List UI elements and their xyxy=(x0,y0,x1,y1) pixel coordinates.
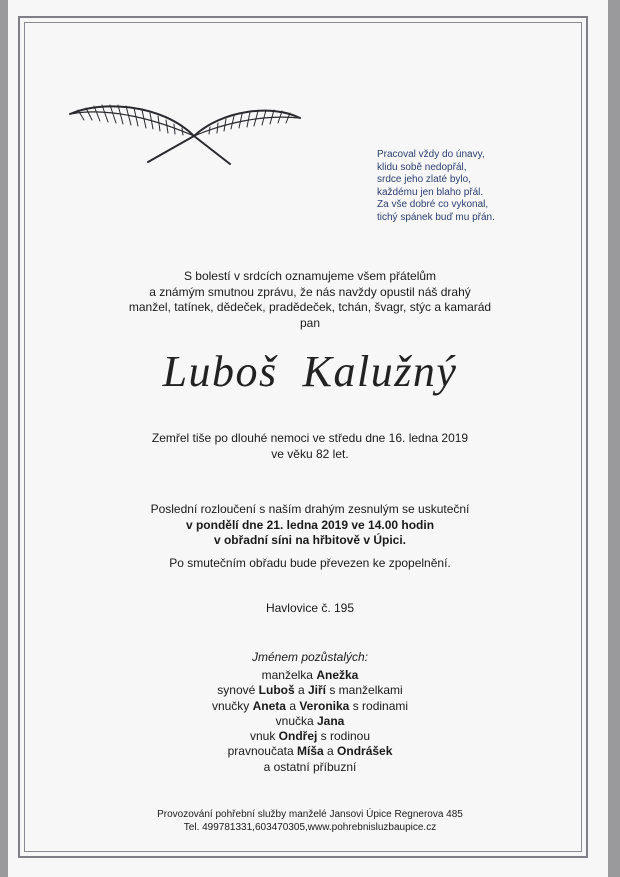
deceased-name: Luboš Kalužný xyxy=(162,347,458,396)
mourner-row: manželka Anežka xyxy=(261,668,359,682)
farewell-place: v obřadní síni na hřbitově v Úpici. xyxy=(213,533,407,547)
mourners-heading: Jménem pozůstalých: xyxy=(251,650,369,664)
mourner-row: vnuk Ondřej s rodinou xyxy=(249,729,371,744)
farewell-line: Poslední rozloučení s naším drahým zesnulým se uskuteční xyxy=(150,502,470,516)
poem-line: Za vše dobré co vykonal, xyxy=(377,199,489,211)
feather-wings-icon xyxy=(62,96,308,168)
poem-line: tichý spánek buď mu přán. xyxy=(377,211,495,223)
mourner-row: vnučky Aneta a Veronika s rodinami xyxy=(211,698,409,713)
poem-line: každému jen blaho přál. xyxy=(377,186,484,198)
poem-line: srdce jeho zlaté bylo, xyxy=(377,174,471,186)
farewell-ceremony xyxy=(0,502,620,549)
mourners-list xyxy=(0,668,620,775)
mourner-row: a ostatní příbuzní xyxy=(263,759,357,774)
cremation-note: Po smutečním obřadu bude převezen ke zpopelnění. xyxy=(169,556,451,570)
family-address: Havlovice č. 195 xyxy=(265,601,355,615)
memorial-poem xyxy=(377,149,537,225)
intro-line: a známým smutnou zprávu, že nás navždy opustil náš drahý xyxy=(149,284,471,299)
footer-contact: Tel. 499781331,603470305,www.pohrebnisluzbaupice.cz xyxy=(183,822,437,833)
poem-line: klidu sobě nedopřál, xyxy=(377,161,467,173)
death-notice-line: Zemřel tiše po dlouhé nemoci ve středu dne 16. ledna 2019 xyxy=(151,431,469,445)
footer-line: Provozování pohřební služby manželé Jansovi Úpice Regnerova 485 xyxy=(157,809,463,820)
farewell-date: v pondělí dne 21. ledna 2019 ve 14.00 hodin xyxy=(185,517,435,532)
mourner-row: pravnoučata Míša a Ondrášek xyxy=(227,744,393,759)
announcement-intro xyxy=(0,269,620,331)
intro-line: pan xyxy=(299,315,321,330)
mourner-row: vnučka Jana xyxy=(275,713,345,728)
death-notice-line: ve věku 82 let. xyxy=(271,446,349,461)
poem-line: Pracoval vždy do únavy, xyxy=(377,149,485,160)
funeral-service-footer xyxy=(0,808,620,834)
intro-line: manžel, tatínek, dědeček, pradědeček, tchán, švagr, stýc a kamarád xyxy=(128,300,492,314)
mourner-row: synové Luboš a Jiří s manželkami xyxy=(217,683,403,698)
intro-line: S bolestí v srdcích oznamujeme všem přátelům xyxy=(183,269,437,283)
death-notice xyxy=(0,431,620,462)
